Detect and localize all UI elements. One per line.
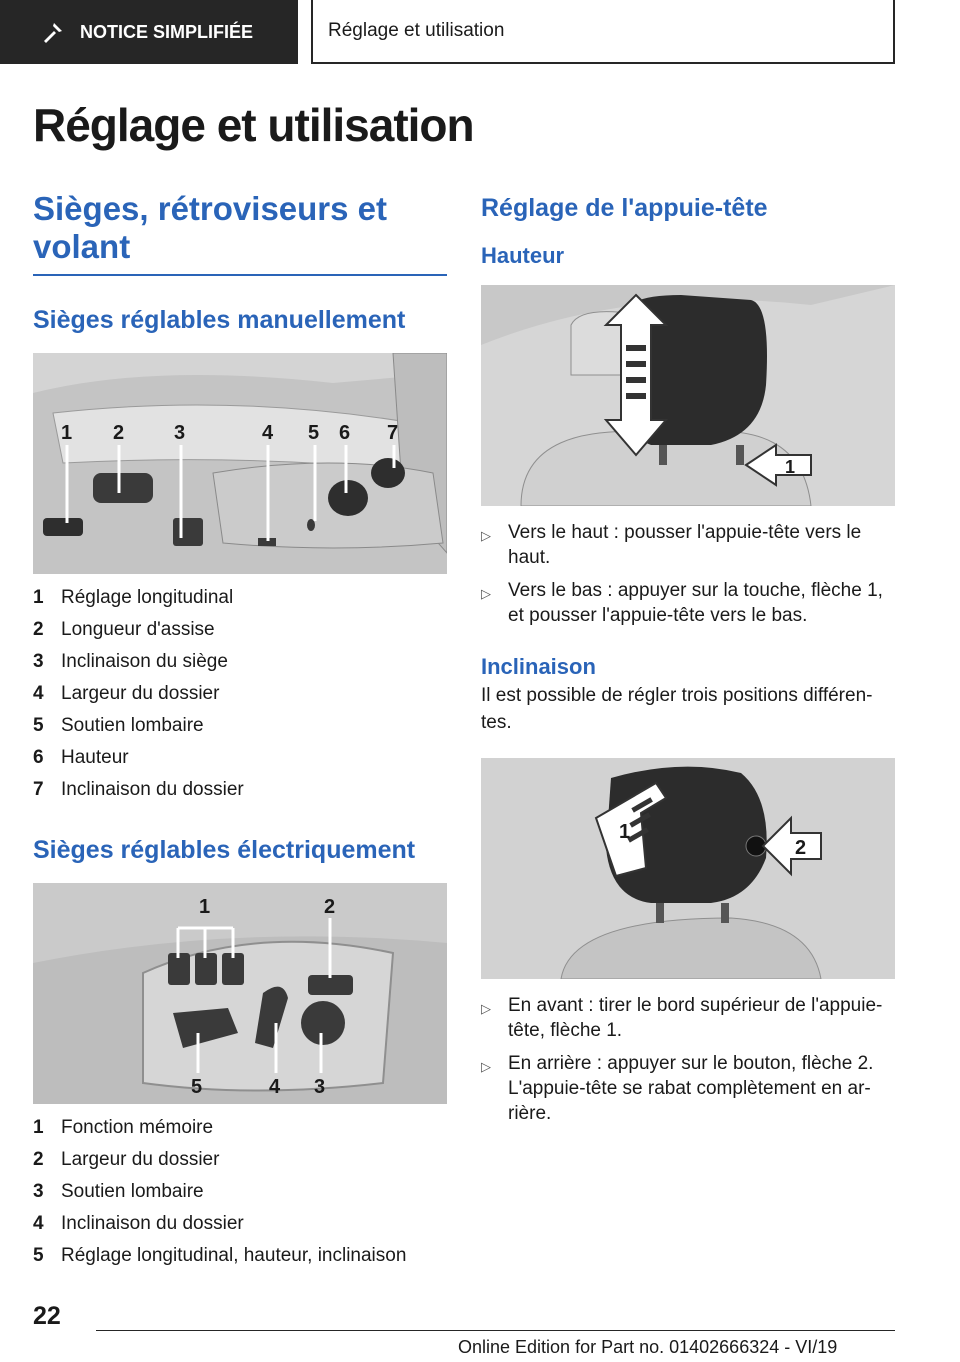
list-item: 2 Largeur du dossier <box>33 1149 220 1170</box>
header-tab[interactable] <box>0 0 298 64</box>
manual-seat-legend <box>33 582 447 806</box>
electric-callout-1: 1 <box>199 896 211 918</box>
electric-seats-heading: Sièges réglables électriquement <box>33 836 416 864</box>
tilt-callout-1: 1 <box>619 821 631 843</box>
list-item: ▷ En arrière : appuyer sur le bouton, flèche 2. L'appuie-tête se rabat complètement en ar‐rière. <box>481 1053 874 1124</box>
triangle-bullet-icon: ▷ <box>481 1001 491 1016</box>
manual-seats-heading: Sièges réglables manuellement <box>33 306 406 334</box>
electric-seat-figure <box>33 883 447 1104</box>
list-item: 4 Inclinaison du dossier <box>33 1213 244 1234</box>
manual-callout-5: 5 <box>308 422 320 444</box>
list-item: ▷ Vers le haut : pousser l'appuie-tête vers le haut. <box>481 522 862 568</box>
list-item: 3 Inclinaison du siège <box>33 651 228 672</box>
tools-icon <box>40 19 66 45</box>
electric-callout-3: 3 <box>314 1076 326 1098</box>
left-column <box>33 190 447 1272</box>
right-column <box>481 190 895 1134</box>
electric-callout-5: 5 <box>191 1076 203 1098</box>
height-heading: Hauteur <box>481 243 565 268</box>
tilt-callout-2: 2 <box>795 837 807 859</box>
list-item: ▷ Vers le bas : appuyer sur la touche, flèche 1, et pousser l'appuie-tête vers le bas. <box>481 580 883 626</box>
footer-divider <box>96 1330 895 1331</box>
list-item: 6 Hauteur <box>33 747 129 768</box>
tilt-heading: Inclinaison <box>481 654 596 679</box>
list-item: 4 Largeur du dossier <box>33 683 220 704</box>
height-instructions <box>481 520 895 628</box>
headrest-heading: Réglage de l'appuie-tête <box>481 194 768 222</box>
list-item: 2 Longueur d'assise <box>33 619 215 640</box>
list-item: ▷ En avant : tirer le bord supérieur de l'appuie‐tête, flèche 1. <box>481 995 883 1041</box>
manual-callout-1: 1 <box>61 422 73 444</box>
tilt-intro: Il est possible de régler trois positions différen‐tes. <box>481 685 873 733</box>
headrest-height-figure <box>481 285 895 506</box>
list-item: 5 Réglage longitudinal, hauteur, inclinaison <box>33 1245 407 1266</box>
manual-callout-7: 7 <box>387 422 399 444</box>
tilt-instructions <box>481 993 895 1126</box>
triangle-bullet-icon: ▷ <box>481 586 491 601</box>
header-section <box>311 0 895 64</box>
electric-seat-legend <box>33 1112 447 1272</box>
list-item: 1 Fonction mémoire <box>33 1117 214 1138</box>
header-tab-label: NOTICE SIMPLIFIÉE <box>80 21 254 42</box>
triangle-bullet-icon: ▷ <box>481 528 491 543</box>
edition-info: Online Edition for Part no. 01402666324 - VI/19 <box>458 1337 838 1357</box>
manual-callout-3: 3 <box>174 422 186 444</box>
electric-callout-2: 2 <box>324 896 336 918</box>
list-item: 5 Soutien lombaire <box>33 715 204 736</box>
manual-callout-2: 2 <box>113 422 125 444</box>
section-heading: Sièges, rétroviseurs et volant <box>33 190 447 276</box>
list-item: 3 Soutien lombaire <box>33 1181 204 1202</box>
page-number: 22 <box>33 1302 61 1330</box>
list-item: 7 Inclinaison du dossier <box>33 779 244 800</box>
manual-seat-figure <box>33 353 447 574</box>
headrest-tilt-figure <box>481 758 895 979</box>
manual-callout-4: 4 <box>262 422 274 444</box>
page-title: Réglage et utilisation <box>33 99 474 151</box>
triangle-bullet-icon: ▷ <box>481 1059 491 1074</box>
header-section-label: Réglage et utilisation <box>328 20 505 41</box>
list-item: 1 Réglage longitudinal <box>33 587 234 608</box>
electric-callout-4: 4 <box>269 1076 281 1098</box>
manual-callout-6: 6 <box>339 422 351 444</box>
height-callout-1: 1 <box>785 457 796 477</box>
